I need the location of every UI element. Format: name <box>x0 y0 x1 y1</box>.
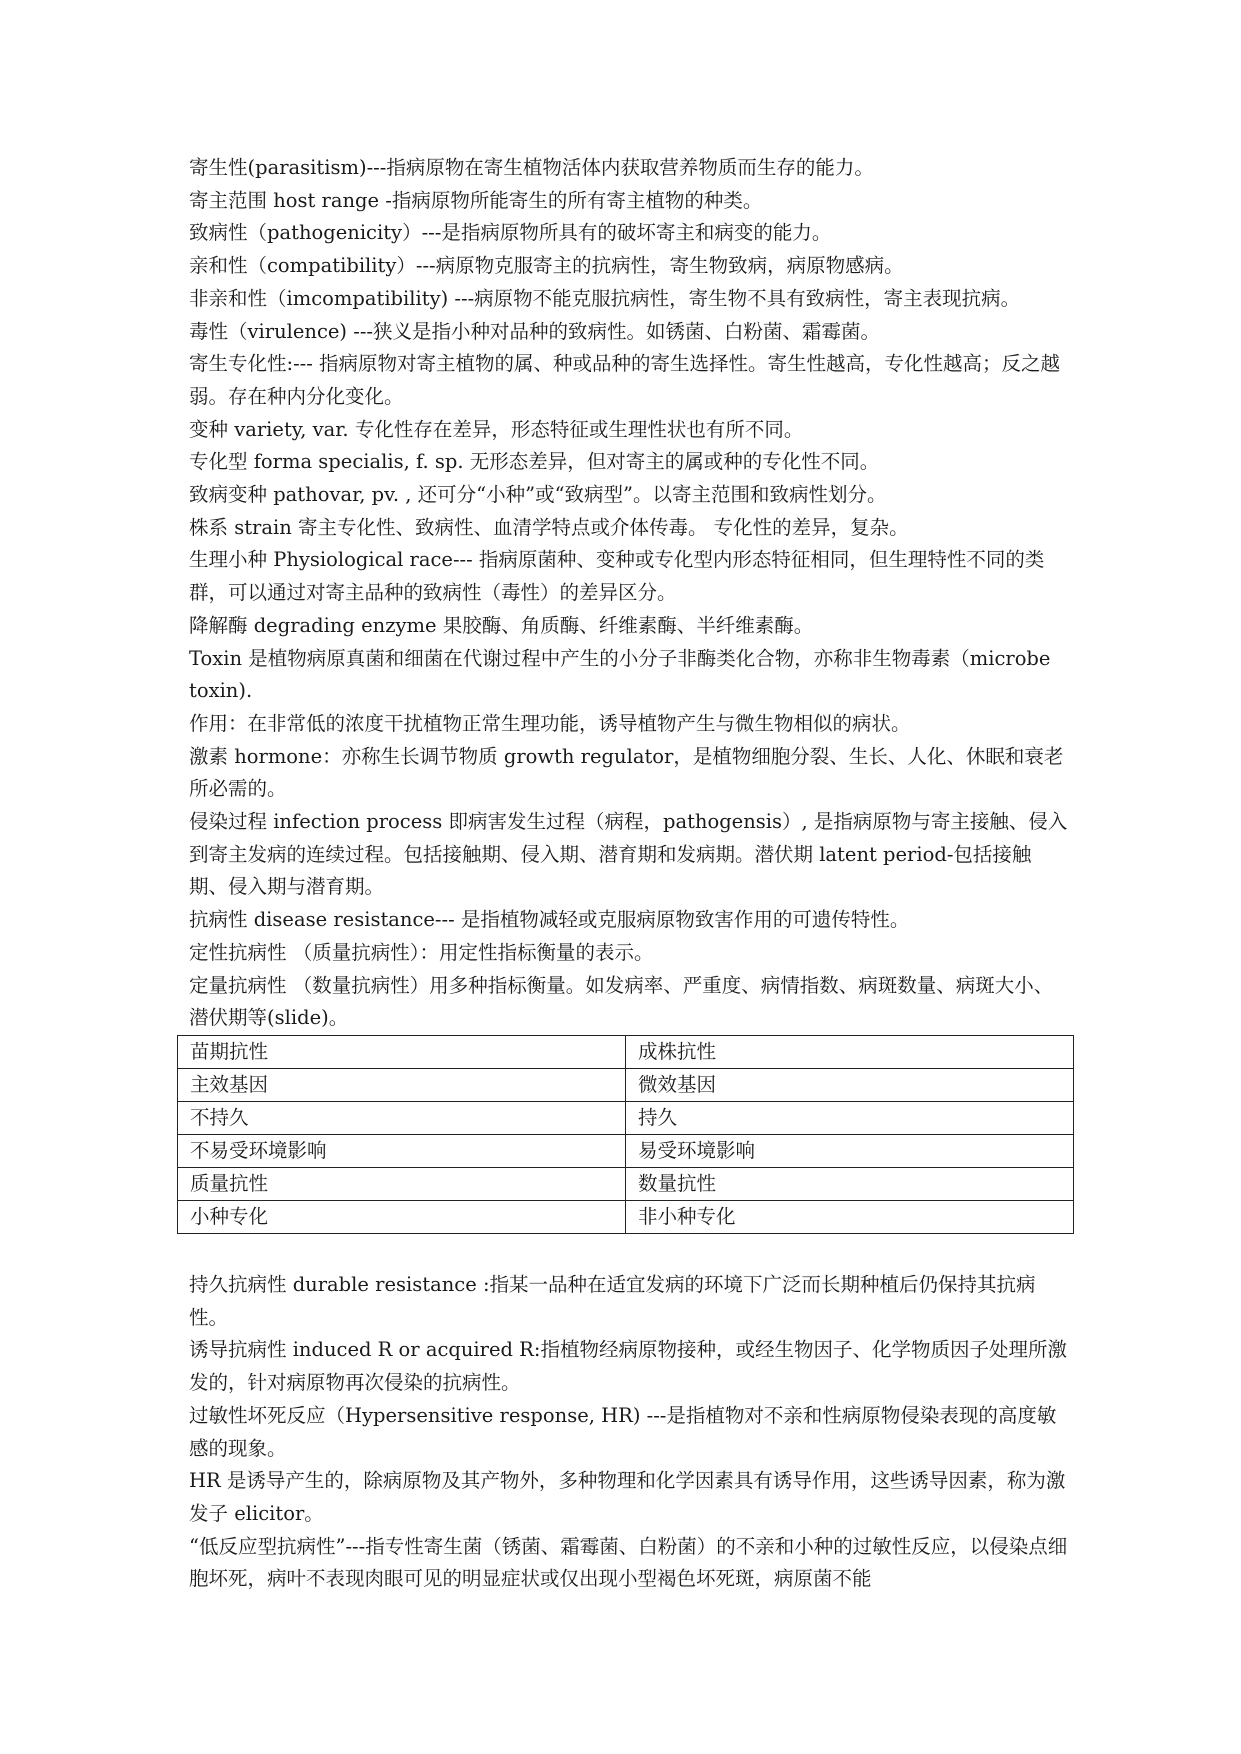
paragraph-low-reaction-resistance: “低反应型抗病性”---指专性寄生菌（锈菌、霜霉菌、白粉菌）的不亲和小种的过敏性反应，以侵染点细胞坏死，病叶不表现肉眼可见的明显症状或仅出现小型褐色坏死斑，病原菌不能 <box>189 1534 1068 1591</box>
paragraph-parasitism: 寄生性(parasitism)---指病原物在寄生植物活体内获取营养物质而生存的能力。 <box>189 156 874 179</box>
table-row <box>178 1102 1074 1135</box>
paragraph-incompatibility: 非亲和性（imcompatibility) ---病原物不能克服抗病性，寄生物不具有致病性，寄主表现抗病。 <box>189 286 1021 310</box>
table-cell: 持久 <box>626 1102 1074 1135</box>
paragraph-host-range: 寄主范围 host range -指病原物所能寄生的所有寄主植物的种类。 <box>189 188 763 212</box>
paragraph-toxin-effect: 作用：在非常低的浓度干扰植物正常生理功能，诱导植物产生与微生物相似的病状。 <box>189 711 911 735</box>
table-cell: 易受环境影响 <box>626 1135 1074 1168</box>
paragraph-disease-resistance: 抗病性 disease resistance--- 是指植物减轻或克服病原物致害作用的可遗传特性。 <box>189 908 910 932</box>
paragraph-toxin: Toxin 是植物病原真菌和细菌在代谢过程中产生的小分子非酶类化合物，亦称非生物毒素（microbe toxin). <box>189 646 1051 703</box>
table-row <box>178 1036 1074 1069</box>
table-cell: 不持久 <box>178 1102 626 1135</box>
table-cell: 非小种专化 <box>626 1201 1074 1234</box>
table-cell: 不易受环境影响 <box>178 1135 626 1168</box>
table-cell: 主效基因 <box>178 1069 626 1102</box>
resistance-comparison-table <box>177 1035 1074 1234</box>
paragraph-strain: 株系 strain 寄主专化性、致病性、血清学特点或介体传毒。 专化性的差异，复杂。 <box>189 515 909 539</box>
table-cell: 小种专化 <box>178 1201 626 1234</box>
paragraph-pathovar: 致病变种 pathovar, pv. , 还可分“小种”或“致病型”。以寄主范围和致病性划分。 <box>189 483 887 507</box>
table-cell: 质量抗性 <box>178 1168 626 1201</box>
paragraph-pathogenicity: 致病性（pathogenicity）---是指病原物所具有的破坏寄主和病变的能力。 <box>189 221 832 245</box>
paragraph-durable-resistance: 持久抗病性 durable resistance :指某一品种在适宜发病的环境下广泛而长期种植后仍保持其抗病性。 <box>189 1273 1036 1329</box>
table-row <box>178 1135 1074 1168</box>
paragraph-quantitative-resistance: 定量抗病性 （数量抗病性）用多种指标衡量。如发病率、严重度、病情指数、病斑数量、病斑大小、潜伏期等(slide)。 <box>189 973 1054 1030</box>
paragraph-induced-resistance: 诱导抗病性 induced R or acquired R:指植物经病原物接种，或经生物因子、化学物质因子处理所激发的，针对病原物再次侵染的抗病性。 <box>189 1338 1067 1395</box>
paragraph-qualitative-resistance: 定性抗病性 （质量抗病性）：用定性指标衡量的表示。 <box>189 940 654 964</box>
paragraph-elicitor: HR 是诱导产生的，除病原物及其产物外，多种物理和化学因素具有诱导作用，这些诱导因素，称为激发子 elicitor。 <box>189 1469 1066 1525</box>
table-cell: 苗期抗性 <box>178 1036 626 1069</box>
table-row <box>178 1069 1074 1102</box>
paragraph-degrading-enzyme: 降解酶 degrading enzyme 果胶酶、角质酶、纤维素酶、半纤维素酶。 <box>189 613 814 637</box>
table-cell: 微效基因 <box>626 1069 1074 1102</box>
paragraph-hormone: 激素 hormone：亦称生长调节物质 growth regulator，是植物细胞分裂、生长、人化、休眠和衰老所必需的。 <box>189 744 1064 801</box>
bottom-text-block <box>189 1269 1069 1596</box>
paragraph-infection-process: 侵染过程 infection process 即病害发生过程（病程，pathogensis）, 是指病原物与寄主接触、侵入到寄主发病的连续过程。包括接触期、侵入期、潜育期和发病期。潜伏期 latent period-包括接触期、侵入期与潜育期。 <box>189 810 1068 899</box>
paragraph-variety: 变种 variety, var. 专化性存在差异，形态特征或生理性状也有所不同。 <box>189 417 804 441</box>
paragraph-physiological-race: 生理小种 Physiological race--- 指病原菌种、变种或专化型内形态特征相同，但生理特性不同的类群，可以通过对寄主品种的致病性（毒性）的差异区分。 <box>189 548 1045 605</box>
paragraph-compatibility: 亲和性（compatibility）---病原物克服寄主的抗病性，寄生物致病，病原物感病。 <box>189 254 904 278</box>
table-row <box>178 1168 1074 1201</box>
paragraph-forma-specialis: 专化型 forma specialis, f. sp. 无形态差异，但对寄主的属或种的专化性不同。 <box>189 450 880 474</box>
table-row <box>178 1201 1074 1234</box>
paragraph-hypersensitive-response: 过敏性坏死反应（Hypersensitive response, HR) ---是指植物对不亲和性病原物侵染表现的高度敏感的现象。 <box>189 1403 1057 1460</box>
table-cell: 成株抗性 <box>626 1036 1074 1069</box>
top-text-block <box>189 152 1069 1035</box>
paragraph-specialization: 寄生专化性:--- 指病原物对寄主植物的属、种或品种的寄生选择性。寄生性越高，专化性越高；反之越弱。存在种内分化变化。 <box>189 352 1061 408</box>
table-cell: 数量抗性 <box>626 1168 1074 1201</box>
paragraph-virulence: 毒性（virulence) ---狭义是指小种对品种的致病性。如锈菌、白粉菌、霜霉菌。 <box>189 319 881 343</box>
